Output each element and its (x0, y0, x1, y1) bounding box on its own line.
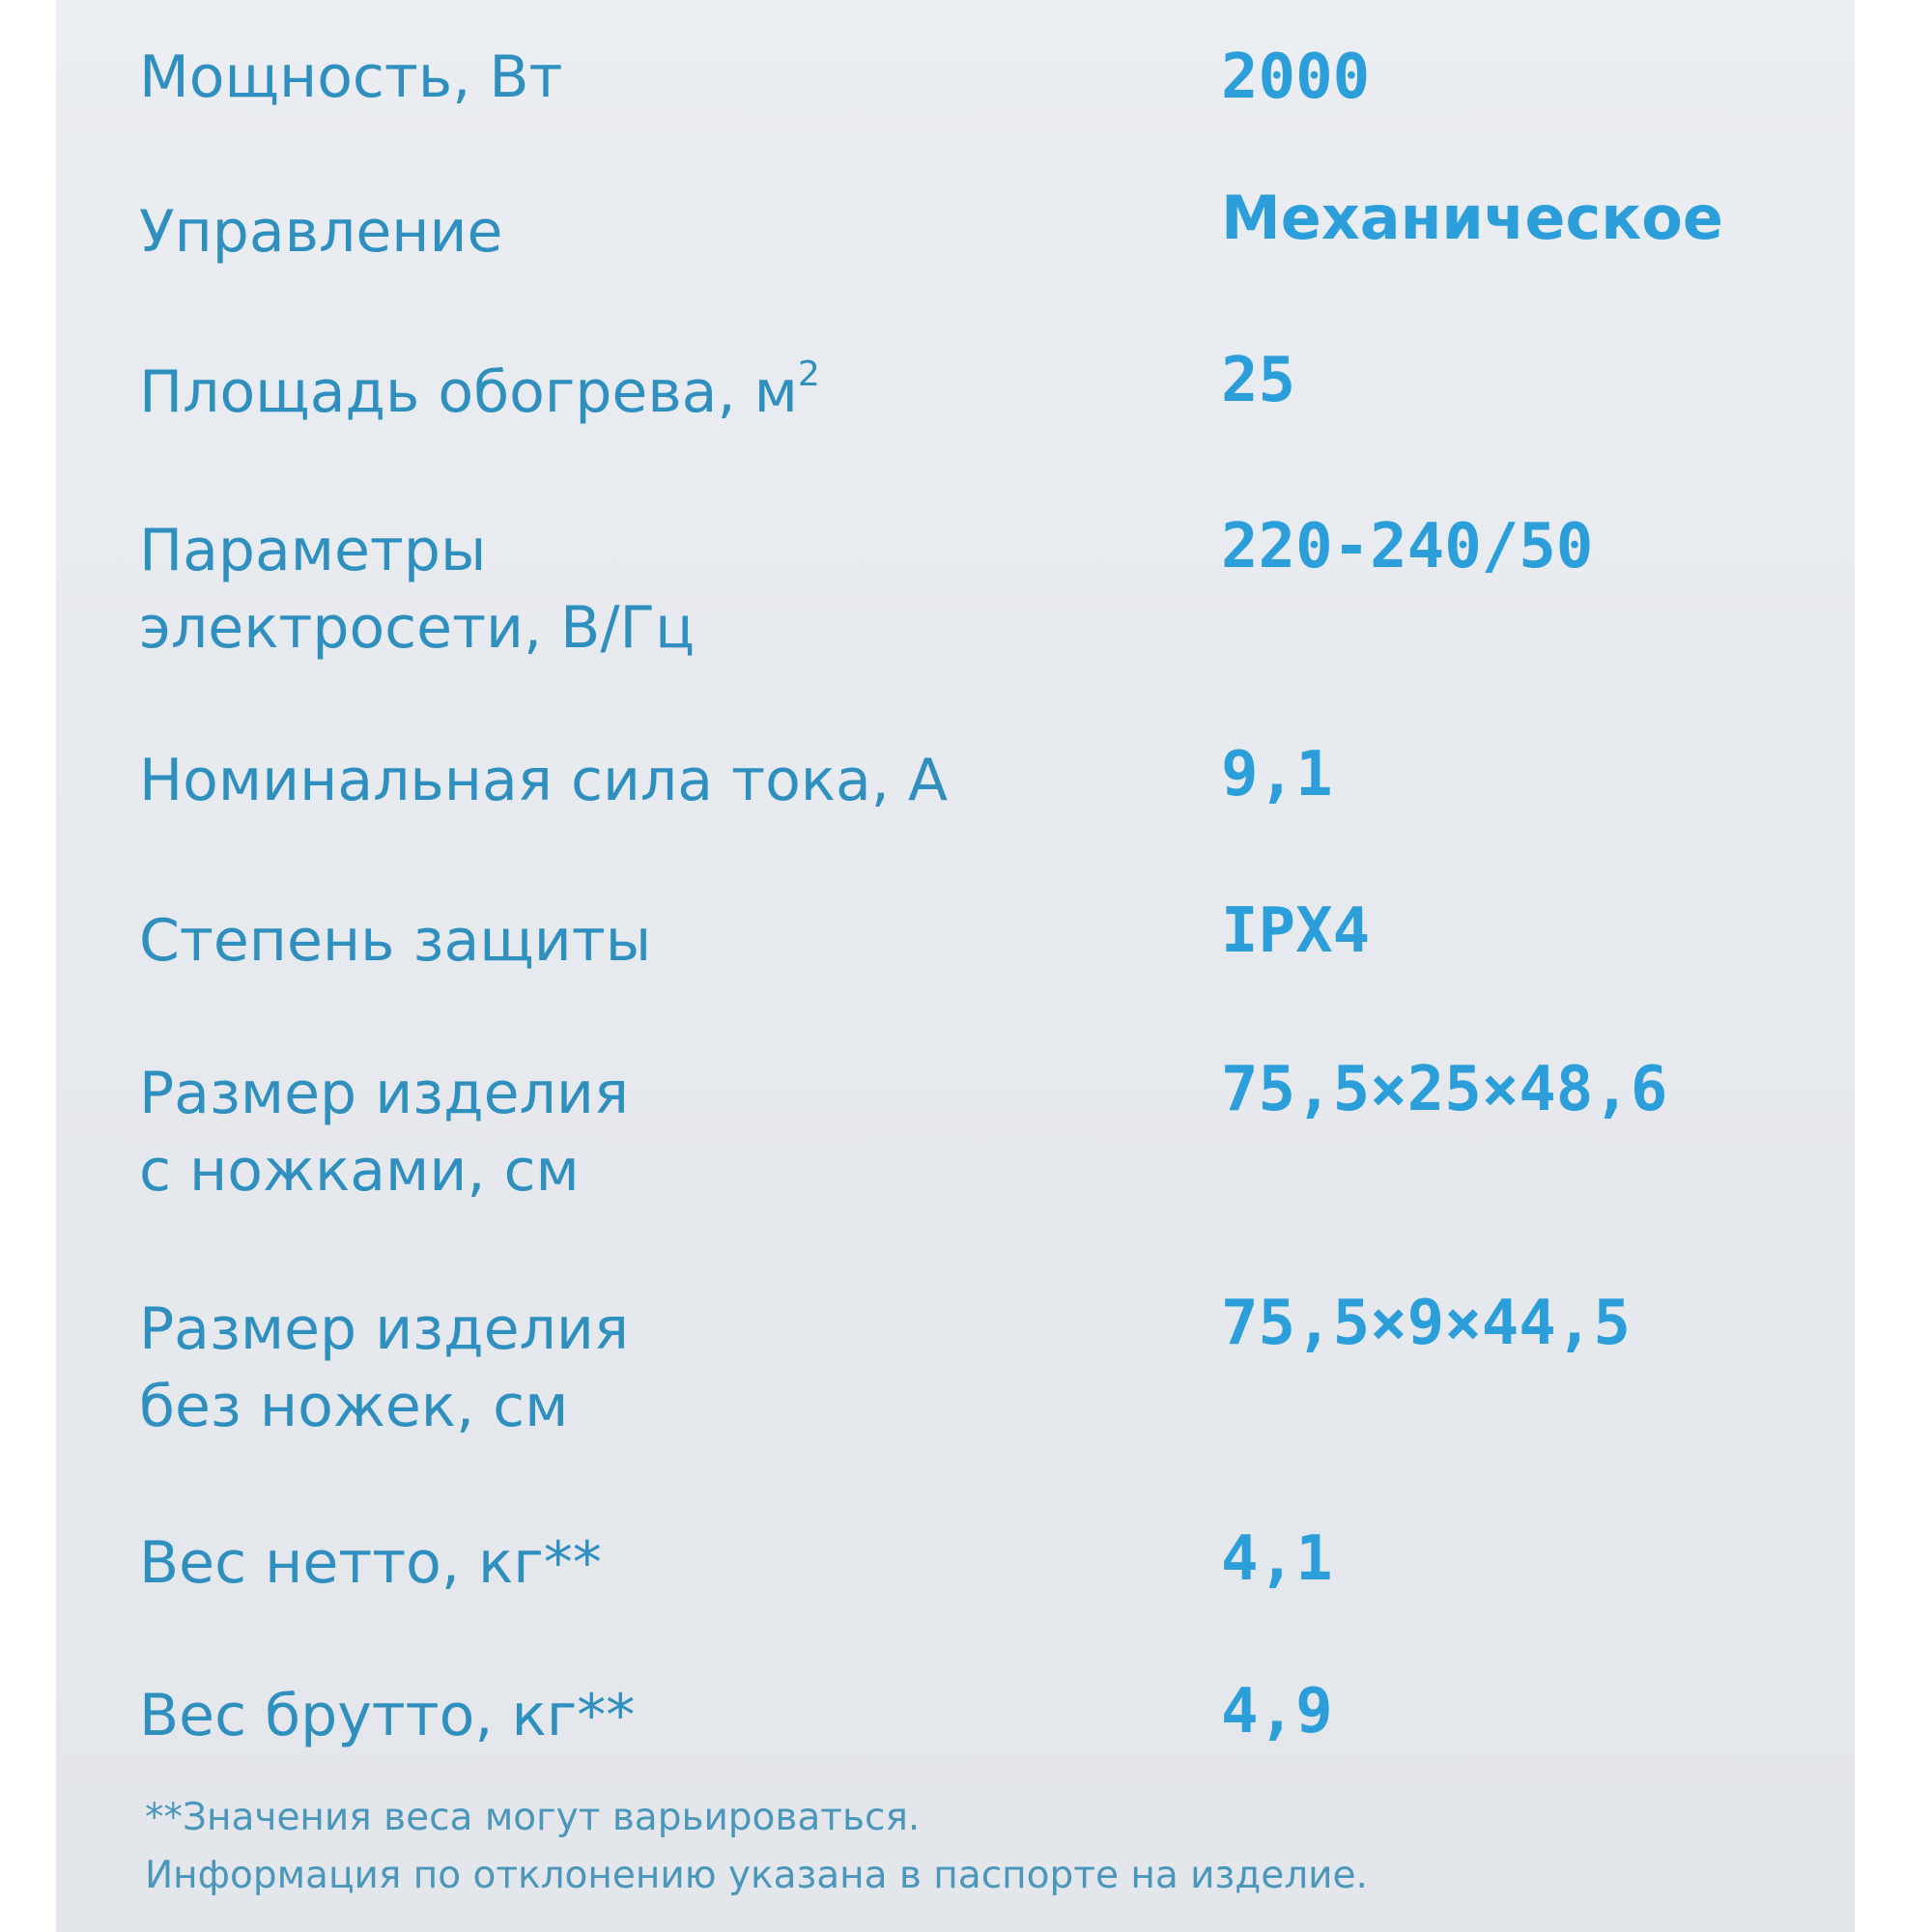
footnote-line-1: **Значения веса могут варьироваться. (145, 1796, 921, 1839)
spec-card (56, 0, 1855, 1932)
spec-label-gross-weight: Вес брутто, кг** (139, 1682, 636, 1749)
spec-value-size-with-legs: 75,5×25×48,6 (1221, 1054, 1668, 1125)
spec-value-gross-weight: 4,9 (1221, 1676, 1333, 1747)
spec-label-control: Управление (139, 198, 503, 266)
spec-value-current: 9,1 (1221, 739, 1333, 810)
spec-label-size-with-legs: Размер изделия с ножками, см (139, 1060, 629, 1205)
spec-label-protection: Степень защиты (139, 907, 652, 975)
spec-value-protection: IPX4 (1221, 895, 1371, 967)
spec-value-control: Механическое (1221, 183, 1723, 253)
spec-label-area-text: Площадь обогрева, м (139, 358, 798, 426)
spec-value-size-without-legs: 75,5×9×44,5 (1221, 1288, 1631, 1359)
weight-footnote (145, 1789, 1368, 1905)
spec-label-area (139, 354, 1163, 431)
spec-value-net-weight: 4,1 (1221, 1523, 1333, 1595)
footnote-line-2: Информация по отклонению указана в паспорте на изделие. (145, 1854, 1368, 1897)
spec-label-size-without-legs: Размер изделия без ножек, см (139, 1295, 629, 1440)
spec-label-mains: Параметры электросети, В/Гц (139, 517, 695, 662)
spec-label-power: Мощность, Вт (139, 43, 563, 111)
spec-value-power: 2000 (1221, 42, 1371, 113)
spec-label-current: Номинальная сила тока, А (139, 747, 948, 814)
spec-value-mains: 220-240/50 (1221, 511, 1594, 582)
spec-value-area: 25 (1221, 345, 1296, 416)
spec-label-area-sup: 2 (797, 355, 820, 394)
spec-label-net-weight: Вес нетто, кг** (139, 1529, 602, 1597)
